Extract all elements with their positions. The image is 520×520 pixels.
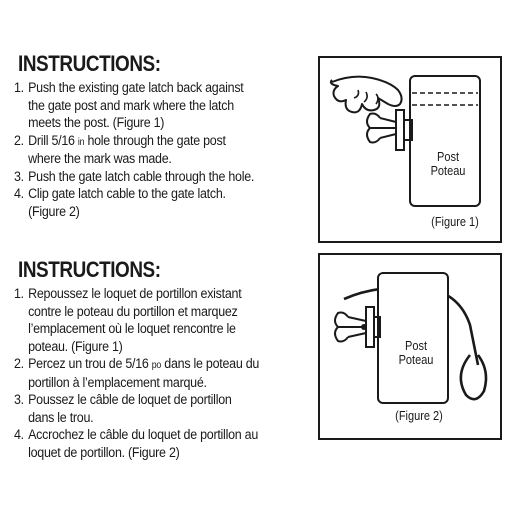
step-2-english [14,133,318,169]
post-label-en: Post [404,339,427,353]
step-number: 2. [14,356,24,372]
step-text: hole through the gate post [84,132,226,149]
figure-2-caption: (Figure 2) [395,409,443,423]
figure-1-caption: (Figure 1) [431,215,479,229]
step-line: Push the gate latch cable through the hole. [28,168,255,185]
post-label-fr: Poteau [430,164,466,178]
steps-list-french [14,286,304,462]
step-number: 4. [14,427,24,443]
step-number: 3. [14,392,24,408]
figure-1-box [318,56,502,243]
cable-loop [461,355,486,399]
step-number: 2. [14,132,24,149]
step-line: portillon à l’emplacement marqué. [28,374,207,391]
unit-label: po [151,360,162,371]
unit-label: in [77,136,85,148]
step-line: Accrochez le câble du loquet de portillon au [28,427,259,443]
latch-plate [396,110,404,150]
step-4-french [14,427,318,462]
step-line: contre le poteau du portillon et marquez [28,303,238,320]
step-line: where the mark was made. [28,151,172,167]
step-4-english [14,186,318,221]
step-line: Repoussez le loquet de portillon existant [28,286,242,302]
latch-hook [367,114,396,143]
gate-post [378,273,448,403]
post-label [430,150,465,178]
steps-list-english [14,80,304,221]
instructions-english [14,52,304,221]
step-number: 1. [14,286,24,302]
step-line: Push the existing gate latch back against [28,80,244,96]
step-number: 4. [14,186,24,202]
step-line: (Figure 2) [28,203,80,220]
post-label [398,339,433,367]
instructions-heading-french: INSTRUCTIONS: [18,257,161,282]
gate-post [410,76,480,206]
step-line: dans le trou. [28,409,94,426]
step-3-english [14,169,318,187]
cable-clip [361,324,367,330]
step-line: l’emplacement où le loquet rencontre le [28,321,236,337]
step-number: 1. [14,80,24,96]
post-label-en: Post [436,150,459,164]
step-line: Clip gate latch cable to the gate latch. [28,186,226,202]
post-label-fr: Poteau [398,353,434,367]
step-1-english [14,80,318,133]
step-number: 3. [14,168,24,185]
figure-2-box [318,253,502,440]
step-text: dans le poteau du [161,356,260,372]
step-1-french [14,286,318,356]
figure-1-illustration [320,58,500,241]
step-line: poteau. (Figure 1) [28,338,123,355]
step-line: loquet de portillon. (Figure 2) [28,444,180,461]
instructions-heading-english: INSTRUCTIONS: [18,51,161,76]
step-3-french [14,392,318,427]
step-line: Poussez le câble de loquet de portillon [28,392,232,408]
step-line: meets the post. (Figure 1) [28,115,165,131]
latch-plate [366,307,374,347]
step-line: the gate post and mark where the latch [28,97,234,114]
instructions-french [14,258,304,462]
step-2-french [14,356,318,392]
step-text: Drill 5/16 [28,132,78,149]
step-text: Percez un trou de 5/16 [28,356,152,372]
